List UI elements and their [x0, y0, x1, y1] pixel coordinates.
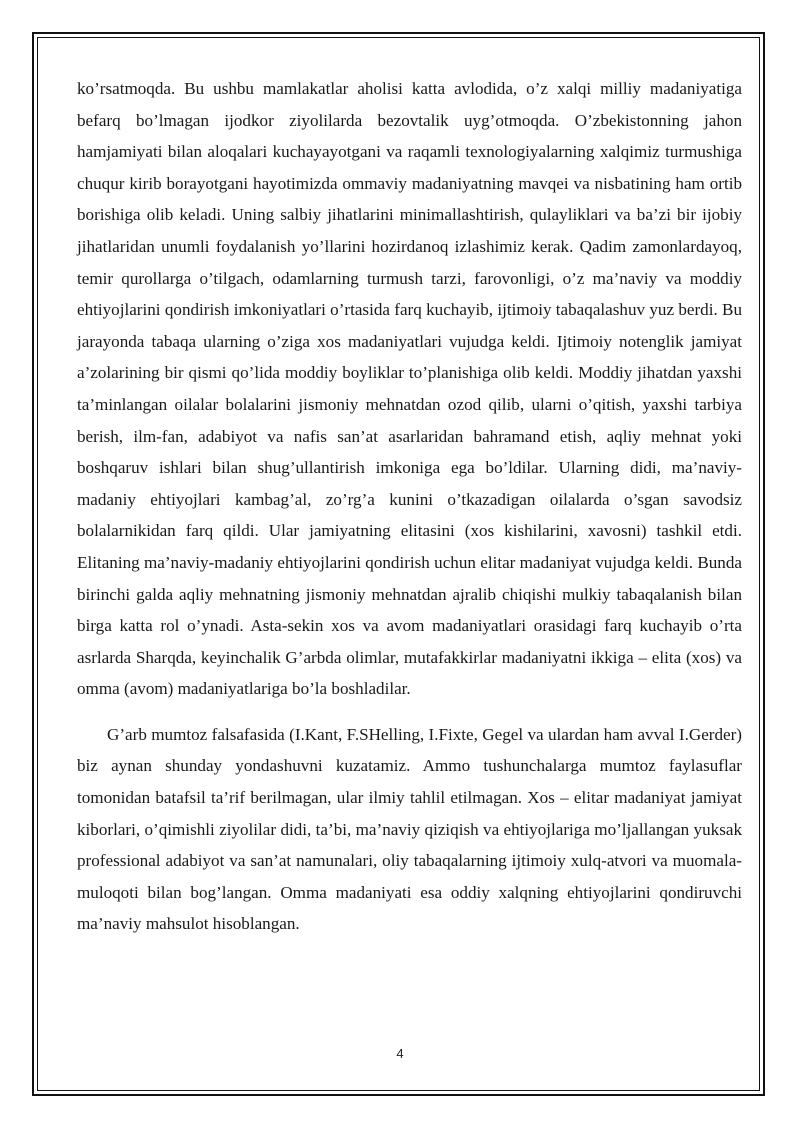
paragraph: ko’rsatmoqda. Bu ushbu mamlakatlar aholisi katta avlodida, o’z xalqi milliy madaniyatiga befarq bo’lmagan ijodkor ziyolilarda bezovtalik uyg’otmoqda. O’zbekistonning jahon hamjamiyati bilan aloqalari kuchayayotgani va raqamli texnologiyalarning xalqimiz turmushiga chuqur kirib borayotgani hayotimizda ommaviy madaniyatning mavqei va nisbatining ham ortib borishiga olib keladi. Uning salbiy jihatlarini minimallashtirish, qulayliklari va ba’zi bir ijobiy jihatlaridan unumli foydalanish yo’llarini hozirdanoq izlashimiz kerak. Qadim zamonlardayoq, temir qurollarga o’tilgach, odamlarning turmush tarzi, farovonligi, o’z ma’naviy va moddiy ehtiyojlarini qondirish imkoniyatlari o’rtasida farq kuchayib, ijtimoiy tabaqalashuv yuz berdi. Bu jarayonda tabaqa ularning o’ziga xos madaniyatlari vujudga keldi. Ijtimoiy notenglik jamiyat a’zolarining bir qismi qo’lida moddiy boyliklar to’planishiga olib keldi. Moddiy jihatdan yaxshi ta’minlangan oilalar bolalarini jismoniy mehnatdan ozod qilib, ularni o’qitish, yaxshi tarbiya berish, ilm-fan, adabiyot va nafis san’at asarlaridan bahramand etish, aqliy mehnat yoki boshqaruv ishlari bilan shug’ullantirish imkoniga ega bo’ldilar. Ularning didi, ma’naviy-madaniy ehtiyojlari kambag’al, zo’rg’a kunini o’tkazadigan oilalarda o’sgan savodsiz bolalarnikidan farq qildi. Ular jamiyatning elitasini (xos kishilarini, xavosni) tashkil etdi. Elitaning ma’naviy-madaniy ehtiyojlarini qondirish uchun elitar madaniyat vujudga keldi. Bunda birinchi galda aqliy mehnatning jismoniy mehnatdan ajralib chiqishi mulkiy tabaqalanish bilan birga katta rol o’ynadi. Asta-sekin xos va avom madaniyatlari orasidagi farq kuchayib o’rta asrlarda Sharqda, keyinchalik G’arbda olimlar, mutafakkirlar madaniyatni ikkiga – elita (xos) va omma (avom) madaniyatlariga bo’la boshladilar. [77, 79, 742, 699]
paragraph: G’arb mumtoz falsafasida (I.Kant, F.SHelling, I.Fixte, Gegel va ulardan ham avval I.Gerder) biz aynan shunday yondashuvni kuzatamiz. Ammo tushunchalarga mumtoz faylasuflar tomonidan batafsil ta’rif berilmagan, ular ilmiy tahlil etilmagan. Xos – elitar madaniyat jamiyat kiborlari, o’qimishli ziyolilar didi, ta’bi, ma’naviy qiziqish va ehtiyojlariga mo’ljallangan yuksak professional adabiyot va san’at namunalari, oliy tabaqalarning ijtimoiy xulq-atvori va muomala-muloqoti bilan bog’langan. Omma madaniyati esa oddiy xalqning ehtiyojlarini qondiruvchi ma’naviy mahsulot hisoblangan. [77, 724, 742, 934]
document-body [77, 73, 742, 940]
page-number: 4 [396, 1046, 404, 1061]
